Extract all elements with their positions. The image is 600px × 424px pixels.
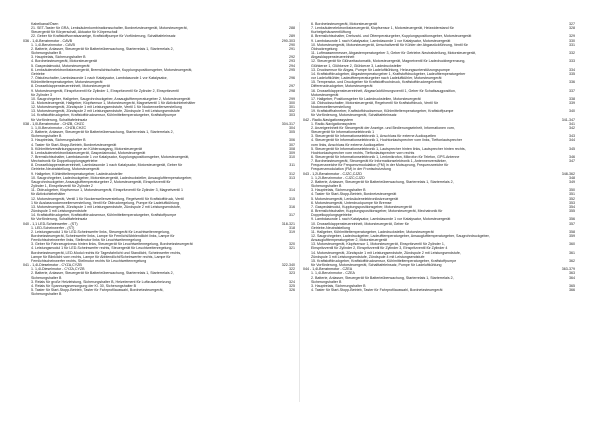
toc-entry-title: Zündspule 3 mit Leistungsendstufe xyxy=(31,209,87,214)
toc-page-number: 319 xyxy=(289,229,295,234)
toc-entry-title: 2. Batterie, Anlasser, Steuergerät für Batterieüberwachung, Starterrelais 1, Starterrelais 2, xyxy=(311,275,454,280)
toc-entry-title: Sicherungshalter B xyxy=(311,184,342,189)
toc-page-number: 322-340 xyxy=(281,263,295,268)
toc-entry-title: Ansauglufttemperaturgeber 2, Motorsteuergerät xyxy=(311,238,387,243)
toc-entry-title: vorn links, Anschluss für externe Audioquellen xyxy=(311,142,385,147)
toc-entry-title: 036 - 1,4l-Benzinmotor - CAVB xyxy=(23,38,73,43)
toc-entry-title: 1. LED-Scheinwerfer - (ST) xyxy=(31,225,75,230)
toc-entry-title: 3. Hauptrelais, Sicherungshalter B xyxy=(31,55,86,60)
toc-entry-title: 10. Saugrohrgeber, Hallgeber, Saugrohrdruckgeber, Ansauglufttemperaturgeber 2, Motorsteuergerät xyxy=(31,96,191,101)
toc-page-number: 327 xyxy=(569,22,575,26)
toc-entry-title: Abgasklappensteuereinheit xyxy=(311,55,355,60)
toc-page-number: 359 xyxy=(569,233,575,238)
toc-page-number: 302 xyxy=(289,109,295,114)
toc-entry-title: 19. Kraftstoffhahneber, Kraftstoffdrucksensor, Kühlmitteltemperaturgeber, Kraftstoffpumpe xyxy=(311,109,454,114)
toc-entry-title: Zündspule 3 mit Leistungsendstufe, Zündspule 4 mit Leistungsendstufe xyxy=(311,254,425,259)
toc-entry-title: 3. Geber für Fahrzeugniveau hinten links, Steuergerät für Leuchtweitenregelung, Bordnetzsteuergerät xyxy=(31,242,193,247)
toc-page-number: 347 xyxy=(569,159,575,164)
toc-page-number: 301 xyxy=(289,105,295,110)
toc-page-number: 344 xyxy=(569,138,575,143)
toc-page-number: 306 xyxy=(289,138,295,143)
toc-page-number: 318-321 xyxy=(281,221,295,226)
toc-page-number: 348 xyxy=(569,175,575,180)
toc-entry-title: 3. Hauptrelais, Sicherungshalter B xyxy=(311,283,366,288)
toc-entry-title: für Vorförderung, Motorsteuergerät, Schalttafeleinsatz, Pumpe für Ladeluftkühlung xyxy=(311,263,442,268)
toc-entry-title: 13. Motorsteuergerät, Zündspule 1 mit Leistungsendstufe, Zündspule 2 mit Leistungsendstufe, xyxy=(31,204,181,209)
toc-entry-title: Kabelkanal/Ösen xyxy=(31,22,59,26)
toc-entry-title: 14. Kraftstoffdruckgeber, Abgastemperaturgeber 1, Kraftstoffdruckgeber, Ladeufttemperaturgeber xyxy=(311,71,466,76)
toc-entry-title: 22. Geber für Kraftstoffvorratsanzeige, Kraftstoffpumpe für Vorförderung, Schalttafeleinsatz xyxy=(31,34,176,39)
toc-entry-title: 1. 1,4l-Benzinmotor - CAVB xyxy=(31,42,75,47)
toc-entry-title: Zylinder 1, Einspritzventil für Zylinder 2 xyxy=(31,184,93,189)
toc-page-number: 356 xyxy=(569,217,575,222)
toc-entry-title: 11. Hallgeber, Kühlmitteltemperaturgeber, Ladedrucksteller, Motorsteuergerät xyxy=(311,229,434,234)
toc-entry-title: Getriebe-Neutralstellung xyxy=(311,225,350,230)
toc-entry-title: Getriebe xyxy=(31,71,45,76)
toc-page-number: 360 xyxy=(569,242,575,247)
toc-entry-title: 6. Lenksäulenelektronikstzeuergerät, Gaspedalmodul, Motorsteuergerät xyxy=(31,150,146,155)
toc-entry-title: Sicherungshalter B xyxy=(31,51,62,56)
toc-entry xyxy=(303,288,575,292)
toc-entry-title: 6. Bordnetzsteuergerät, Motorsteuergerät xyxy=(311,22,377,26)
toc-page-number: 326 xyxy=(289,288,295,292)
toc-page-number: 305 xyxy=(289,130,295,135)
toc-page-number: 329 xyxy=(569,34,575,39)
toc-page-number: 291 xyxy=(289,46,295,51)
toc-entry-title: 11. Öldruckgeber, Klopfsensor 1, Motorsteuergerät, Einspritzventil für Zylinder 3, Magnetventil 1 xyxy=(31,188,183,193)
toc-entry-title: 11. Motorsteuergerät, Hallgeber, Klopfsensor 1, Motorsteuergerät, Magnetventil 1 für Aktivkohlebehälter xyxy=(31,100,196,105)
toc-entry-title: 7. Ölstufzschalter, Lambdasonde 1 nach Katalysator, Lambdasonde 1 vor Katalysator, xyxy=(31,76,168,81)
toc-entry-title: Lampe für Blinklicht vorn rechts, Lampe für Abblendlicht/Scheinwerfer rechts, Lampe für xyxy=(31,254,171,259)
toc-page-number: 355 xyxy=(569,209,575,214)
toc-entry-title: 2. Batterie, Anlasser, Steuergerät für Batterieüberwachung, Starterrelais 1, Starterrelais 2, xyxy=(311,179,454,184)
toc-entry-title: 3. Hauptrelais, Sicherungshalter B xyxy=(31,138,86,143)
toc-entry-title: 6. Motorsteuergerät, Unterdruckpumpe für Bremse xyxy=(311,200,392,205)
toc-entry-title: Glühkerze 1, Glühkerze 2, Glühkerze 3, Ladedrucksteller xyxy=(311,63,402,68)
toc-entry-title: 7. Bordnetzsteuergerät, Steuergerät für Informationselektronik 1, Antennenverstärker, xyxy=(311,159,447,164)
toc-entry-title: 10. Saugrohrgeber, Ladedruckgeber, Motorsteuergerät, Ladedrucksteller, Ansauglufttemperaturgeber, xyxy=(31,175,193,180)
toc-entry-title: 6. Lenksäulenelektronikstzeuergerät, Bremslichtschalter, Kupplungspositionsgeber, Motorsteuergerät, xyxy=(31,67,193,72)
toc-entry-title: 1. 1,4l-Dieselmotor - CYZA,CYZB xyxy=(31,267,85,272)
toc-entry-title: 14. Kraftstoffdruckgeber, Kraftstoffdrucksensor, Kühlmitteltemperaturgeber, Kraftstoffpumpe xyxy=(31,213,177,218)
toc-page-number: 288 xyxy=(289,26,295,31)
toc-page-number: 358 xyxy=(569,229,575,234)
toc-entry-title: 7. Gaspedalmodul, Kupplungspositionsgeber, Motorsteuergerät xyxy=(311,204,412,209)
toc-entry-title: 14. Kraftstoffdruckgeber, Kraftstoffdrucksensor, Kühlmitteltemperaturgeber, Kraftstoffpumpe xyxy=(31,113,177,118)
toc-entry-title: 14. Motorsteuergerät, Zündspule 1 mit Leistungsendstufe, Zündspule 2 mit Leistungsendstufe, xyxy=(311,250,461,255)
toc-page-number: 330 xyxy=(569,38,575,43)
toc-entry-title: 5. Steuergerät für Informationselektronik 1, Lautsprecher hinten links, Lautsprecher hinten rechts, xyxy=(311,146,466,151)
toc-entry-title: 6. Steuergerät für Informationselektronik 1, Lenkmikrofon, Mikrofon für Telefon, GPS-Antenne xyxy=(311,155,460,159)
toc-entry-title: 3. Relais für große Heizleistung, Sicherungshalter B, Heizelement für Luftzusatzheizung xyxy=(31,279,171,284)
toc-entry-title: 8. Bremslichtschalter, Drehzahl- und Öltemperaturgeber, Kupplungspositionsgeber, Motorsteuergerät xyxy=(311,34,472,39)
toc-page-number: 289 xyxy=(289,34,295,39)
toc-page-number: 335 xyxy=(569,71,575,76)
toc-page-number: 314 xyxy=(289,188,295,193)
toc-entry-title: Kühlmitteltemperaturgeber, Motorsteuergerät xyxy=(31,80,103,85)
toc-entry-title: Motorsteuergerät xyxy=(311,92,339,97)
toc-page-number: 300 xyxy=(289,100,295,105)
toc-page-number: 321 xyxy=(289,246,295,251)
toc-entry-title: 15. Kraftstoffdruckgeber, Kraftstoffdrucksensor, Kühlmitteltemperaturgeber, Kraftstoffpumpe xyxy=(311,258,457,263)
toc-entry-title: für Vorförderung, Motorsteuergerät, Schalttafeleinsatz xyxy=(311,113,397,118)
toc-entry-title: 13. Motorsteuergerät, Klopfsensor 1, Motorsteuergerät, Einspritzventil für Zylinder 1, xyxy=(311,242,445,247)
toc-entry-title: Sicherungshalter B xyxy=(31,134,62,139)
toc-page-number: 336 xyxy=(569,80,575,85)
toc-page-number: 341-347 xyxy=(561,117,575,122)
toc-entry xyxy=(23,292,295,296)
toc-entry-title: Fernlichtscheinwerfer links, Stellmotor links für Leuchtweitenregelung xyxy=(31,238,142,243)
toc-entry-title: 1 für Auslassnockenwellenverstellung, Ventil für Öldruckregelung, Pumpe für Ladeluftkühlung xyxy=(31,200,180,205)
toc-entry-title: 4. Leistungsmodul 1 für LED-Scheinwerfer rechts, Steuergerät für Leuchtweitenregelung, xyxy=(31,246,173,251)
toc-page-number: 308 xyxy=(289,146,295,151)
toc-entry-title: 15. Temperatur- und Druckgeber für Kraftstoffhochdruck, Kraftstoffdruckregelventil, xyxy=(311,80,443,85)
toc-entry-title: 21. SET-Taster für GRA, Lenksäulenkombinationsschalter, Bordnetzsteuergerät, Motorsteuergerät, xyxy=(31,26,188,31)
toc-entry-title: 13. Drucksensor für Abgas, Pumpe für Ladeluftkühlung, Heizungsunterstützungspumpe xyxy=(311,67,450,72)
toc-entry-title: 2. Batterie, Anlasser, Steuergerät für Batterieüberwachung, Starterrelais 1, Starterrelais 2, xyxy=(31,130,174,135)
toc-entry-title: 5. Taster für Start-Stopp-Betrieb, Taster für Fahrprofilauswahl, Bordnetzsteuergerät, xyxy=(31,288,164,292)
toc-page-number: 324 xyxy=(289,279,295,284)
toc-page-number: 341 xyxy=(569,121,575,126)
toc-page-number: 364 xyxy=(569,275,575,280)
toc-entry-title: für Vorförderung, Schalttafeleinsatz xyxy=(31,117,88,122)
toc-page-number: 351 xyxy=(569,192,575,197)
toc-page-number: 366 xyxy=(569,288,575,292)
toc-entry-title: 9. Hallgeber, Kühlmitteltemperaturgeber, Ladedrucksteller xyxy=(31,171,123,176)
toc-entry-title: 9. Lambdasonde 1 nach Katalysator, Lambdasonde 1 vor Katalysator, Motorsteuergerät xyxy=(311,38,451,43)
toc-entry-title: Steuergerät für Informationselektronik 1 xyxy=(311,130,375,135)
toc-entry-title: für Zylinder 3 xyxy=(31,92,52,97)
toc-entry-title: 1. 1,0l-Benzinmotor - CHZB,CHZC xyxy=(31,125,87,130)
toc-entry-title: 17. Hallgeber, Positionsgeber für Ladedruckstellen, Motorsteuergerät xyxy=(311,96,421,101)
toc-entry-title: Sicherungshalter B xyxy=(311,279,342,284)
toc-page-number: 299 xyxy=(289,96,295,101)
toc-page-number: 363-379 xyxy=(561,267,575,272)
toc-entry-title: 3. Steuergerät für Informationselektronik 1, Anschluss für externe Audioquellen xyxy=(311,134,437,139)
toc-entry-title: Bordnetzsteuergerät, Scheinwerfer links, Lampe für Fernlicht/Abblendlicht links, Lampe für xyxy=(31,233,175,238)
toc-page-number: 349 xyxy=(569,179,575,184)
toc-page-number: 297 xyxy=(289,84,295,89)
toc-entry-title: Bordnetzsteuergerät, LED-Modul rechts für Tagesfahrlicht und Standlicht, Scheinwerfer rechts, xyxy=(31,250,182,255)
toc-page-number: 333 xyxy=(569,59,575,64)
toc-entry-title: 12. Motorsteuergerät, Zündspule 1 mit Leistungsendstufe, Ventil 1 für Nockenwellenverstellung xyxy=(31,105,182,110)
toc-page-number: 343 xyxy=(569,134,575,139)
toc-entry-title: 1. 1,4l-Benzinmotor - CZEA xyxy=(311,271,355,276)
toc-page-number: 325 xyxy=(289,283,295,288)
toc-entry-title: Hochtonlautsprecher vorn rechts, Tieftonlautsprecher vorn rechts xyxy=(311,150,415,155)
toc-page-number: 290 xyxy=(289,42,295,47)
toc-entry-title: 038 - 1,0l-Benzinmotor - CHZB, CHZC xyxy=(23,121,85,126)
toc-entry-title: 3. Hauptrelais, Sicherungshalter B xyxy=(311,188,366,193)
toc-entry-title: Nockenwellenverstellung xyxy=(311,105,351,110)
toc-entry-title: Kurbelgehäuseentlüftung xyxy=(311,30,351,35)
toc-entry-title: 9. Motorsteuergerät, Einspritzventil für Zylinder 1, Einspritzventil für Zylinder 2, Einspritzventil xyxy=(31,88,179,93)
toc-entry-title: für Vorförderung, Schalttafeleinsatz xyxy=(31,217,88,222)
toc-page-number: 337 xyxy=(569,88,575,93)
toc-page-number: 354 xyxy=(569,204,575,209)
toc-page-number: 304 xyxy=(289,125,295,130)
toc-entry-title: Öldruckregelung xyxy=(311,46,338,51)
toc-entry-title: 042 - Radio-Navigationssystem xyxy=(303,117,353,122)
toc-entry-title: 4. Taster für Start-Stopp-Betrieb, Bordnetzsteuergerät xyxy=(311,192,397,197)
toc-entry-title: Einspritzventil für Zylinder 2, Einspritzventil für Zylinder 3, Einspritzventil für Zylinder 4 xyxy=(311,246,448,251)
toc-entry-title: 5. Gaspedalmodul, Motorsteuergerät xyxy=(31,63,90,68)
toc-entry-title: Sicherungshalter B xyxy=(31,275,62,280)
toc-page-number: 348-362 xyxy=(561,171,575,176)
toc-page-number: 334 xyxy=(569,67,575,72)
toc-page-number: 315 xyxy=(289,196,295,201)
toc-page-number: 363 xyxy=(569,271,575,276)
toc-entry-title: 2. Batterie, Anlasser, Steuergerät für Batterieüberwachung, Starterrelais 1, Starterrelais 2, xyxy=(31,46,174,51)
toc-page-number: 357 xyxy=(569,221,575,226)
toc-page-number: 296 xyxy=(289,76,295,81)
toc-entry-title: 041 - 1,4l-Dieselmotor - CYZA,CYZB xyxy=(23,263,82,268)
toc-entry-title: 2. Batterie, Anlasser, Steuergerät für Batterieüberwachung, Starterrelais 1, Starterrelais 2, xyxy=(31,271,174,276)
toc-page-number: 294 xyxy=(289,63,295,68)
toc-entry-title: Fernlichtscheinwerfer rechts, Stellmotor rechts für Leuchtweitenregelung xyxy=(31,258,147,263)
toc-entry-title: 4. Bordnetzsteuergerät, Motorsteuergerät xyxy=(31,59,97,64)
toc-entry-title: 5. Kühlmittelverstärkungspumpe an Kühlerausgang, Motorsteuergerät xyxy=(31,146,142,151)
toc-entry-title: für Aktivkohlebehälter xyxy=(31,192,66,197)
toc-entry-title: 4. Relais für Spannungsversorgung der Kl. 30, Sicherungshalter B xyxy=(31,283,137,288)
toc-page-number: 307 xyxy=(289,142,295,147)
toc-page-number: 313 xyxy=(289,175,295,180)
toc-page-number: 361 xyxy=(569,250,575,255)
toc-page-number: 350 xyxy=(569,188,575,193)
toc-entry-title: Steuergerät für Körperschall, Aktuator für Körperschall xyxy=(31,30,118,35)
toc-entry-title: 12. Saugrohrgeber, Ladedruckgeber, Ladeufttemperaturgeber, Ansauglufttemperaturgeber, Saugrohrdruckgeber, xyxy=(311,233,490,238)
toc-entry-title: 18. Öldrucksschalter, Motorsteuergerät, Regelventil für Kraftstoffdruck, Ventil für xyxy=(311,100,438,105)
toc-entry-title: 8. Drosselklappensteuereinheit, Motorsteuergerät xyxy=(31,84,110,89)
toc-page-number: 293 xyxy=(289,59,295,64)
toc-entry-title: 10. Drosselklappensteuereinheit, Motorsteuergerät, Geber für xyxy=(311,221,409,226)
toc-entry-title: 2. Anzeigeeinheit für Steuergerät der Anzeige- und Bedienungseinheit, Informationen vorn, xyxy=(311,125,456,130)
toc-entry-title: 9. Lambdasonde 1 nach Katalysator, Lambdasonde 1 vor Katalysator, Motorsteuergerät xyxy=(311,217,451,222)
toc-entry-title: 12. Motorsteuergerät, Ventil 1 für Nockenwellenverstellung, Regelventil für Kraftstoffdruck, Ventil xyxy=(31,196,184,201)
toc-entry-title: 10. Motorsteuergerät, Motorsteuergerät, Umschaltventil für Kühler der Abgasrückführung, Ventil für xyxy=(311,42,468,47)
toc-page-number: 292 xyxy=(289,55,295,60)
toc-page-number: 331 xyxy=(569,42,575,47)
toc-entry-title: 7. Lenksäulenelektronikstzeuergerät, Klopfsensor 1, Motorsteuergerät, Heizwiderstand für xyxy=(311,26,454,31)
toc-entry-title: 4. Taster für Start-Stopp-Betrieb, Taster für Fahrprofilauswahl, Bordnetzsteuergerät xyxy=(311,288,443,292)
toc-entry-title: Frequenzmodulation (FM) in der Frontschutzsfung xyxy=(311,167,391,172)
toc-entry-title: 4. Taster für Start-Stopp-Betrieb, Bordnetzsteuergerät xyxy=(31,142,117,147)
toc-entry-title: 1. 1,2l-Benzinmotor - CJZC,CJZD xyxy=(311,175,365,180)
toc-entry-title: 11. Luftmassenmesser, Abgastemperaturgeber 3, Geber für Getriebe-Neutralstellung, Motorsteuergerät, xyxy=(311,51,476,56)
toc-page-number: 322 xyxy=(289,267,295,272)
toc-entry-title: vor Ladeluftkühler, Ladeufttemperaturgeber nach Ladeluftkühler, Motorsteuergerät xyxy=(311,76,442,81)
toc-page-number: 345 xyxy=(569,146,575,151)
toc-page-number: 311 xyxy=(289,163,295,168)
toc-entry-title: Differenzdruckgeber, Motorsteuergerät xyxy=(311,84,373,89)
toc-entry-title: 13. Motorsteuergerät, Zündspule 2 mit Leistungsendstufe, Zündspule 3 mit Leistungsendstufe xyxy=(31,109,180,114)
toc-page-number: 318 xyxy=(289,225,295,230)
toc-page-number: 338 xyxy=(569,96,575,101)
toc-page-number: 317 xyxy=(289,213,295,218)
toc-page-number: 310 xyxy=(289,155,295,159)
toc-entry-title: 5. Motorsteuergerät, Lenksäulenelektronikstzeuergerät xyxy=(311,196,399,201)
toc-entry-title: 7. Bremslichtschalter, Lambdasonde 1 vor Katalysator, Kupplungspositionsgeber, Motorsteuergerät, xyxy=(31,155,190,159)
toc-entry-title: Doppelkupplungsgetriebe xyxy=(311,213,352,218)
toc-entry-title: Sicherungshalter B xyxy=(31,292,62,297)
toc-column-left xyxy=(23,22,295,296)
toc-page-number: 304-317 xyxy=(281,121,295,126)
toc-entry-title: 12. Steuergerät für Glühzeitautomatik, Motorsteuergerät, Magnetventil für Ladedruckbegrenzung, xyxy=(311,59,466,64)
toc-entry-title: 8. Drosselklappensteuereinheit, Lambdasonde 1 nach Katalysator, Motorsteuergerät, Geber für xyxy=(31,163,183,168)
toc-page-number: 312 xyxy=(289,171,295,176)
toc-entry-title: Frequenzweiche für Frequenzmodulation (FM) in der Mutsuprung, Frequenzweiche für xyxy=(311,163,449,168)
toc-page-number: 303 xyxy=(289,113,295,118)
toc-entry-title: Mechatronik für Doppelkupplungsgetriebe xyxy=(31,159,98,164)
toc-column-right xyxy=(303,22,575,292)
toc-page-number: 316 xyxy=(289,204,295,209)
toc-page-number: 365 xyxy=(569,283,575,288)
toc-page-number: 295 xyxy=(289,67,295,72)
toc-entry-title: Getriebe-Neutralstellung, Motorsteuergerät xyxy=(31,167,100,172)
toc-page-number: 339 xyxy=(569,100,575,105)
toc-page-number: 309 xyxy=(289,150,295,155)
toc-page-number: 290-303 xyxy=(281,38,295,43)
toc-entry-title: 16. Drosselklappensteuereinheit, Abgasrückführungsventil 1, Geber für Schaltsaugposition, xyxy=(311,88,456,93)
toc-page-number: 353 xyxy=(569,200,575,205)
toc-entry-title: 040 - 1,1 LED-Scheinwerfer - (ST) xyxy=(23,221,78,226)
toc-page-number: 342 xyxy=(569,125,575,130)
toc-entry-title: 4. Steuergerät für Informationselektronik 1, Hochtonlautsprecher vorn links, Tieftonlautsprecher xyxy=(311,138,463,143)
toc-entry-title: 8. Bremslichtschalter, Kupplungspositionsgeber, Motorsteuergerät, Mechatronik für xyxy=(311,209,443,214)
toc-page-number: 340 xyxy=(569,109,575,114)
toc-page-number: 346 xyxy=(569,155,575,159)
column-divider xyxy=(299,22,300,402)
toc-entry-title: Saugrohrdruckgeber, Ansauglufttemperaturgeber 2, Motorsteuergerät, Einspritzventil für xyxy=(31,179,171,184)
toc-page-number: 298 xyxy=(289,88,295,93)
toc-page-number: 328 xyxy=(569,26,575,31)
toc-page-number: 332 xyxy=(569,51,575,56)
toc-page-number: 352 xyxy=(569,196,575,201)
toc-page-number: 320 xyxy=(289,242,295,247)
toc-entry-title: 044 - 1,4l-Benzinmotor - CZEA xyxy=(303,267,353,272)
toc-entry-title: 043 - 1,2l-Benzinmotor - CJZC,CJZD xyxy=(303,171,362,176)
toc-page-number: 362 xyxy=(569,258,575,263)
toc-page-number: 323 xyxy=(289,271,295,276)
toc-entry-title: 2. Leistungsmodul 1 für LED-Scheinwerfer links, Steuergerät für Leuchtweitenregelung, xyxy=(31,229,170,234)
toc-entry-title: 1. Radio-Navigationssystem xyxy=(311,121,356,126)
